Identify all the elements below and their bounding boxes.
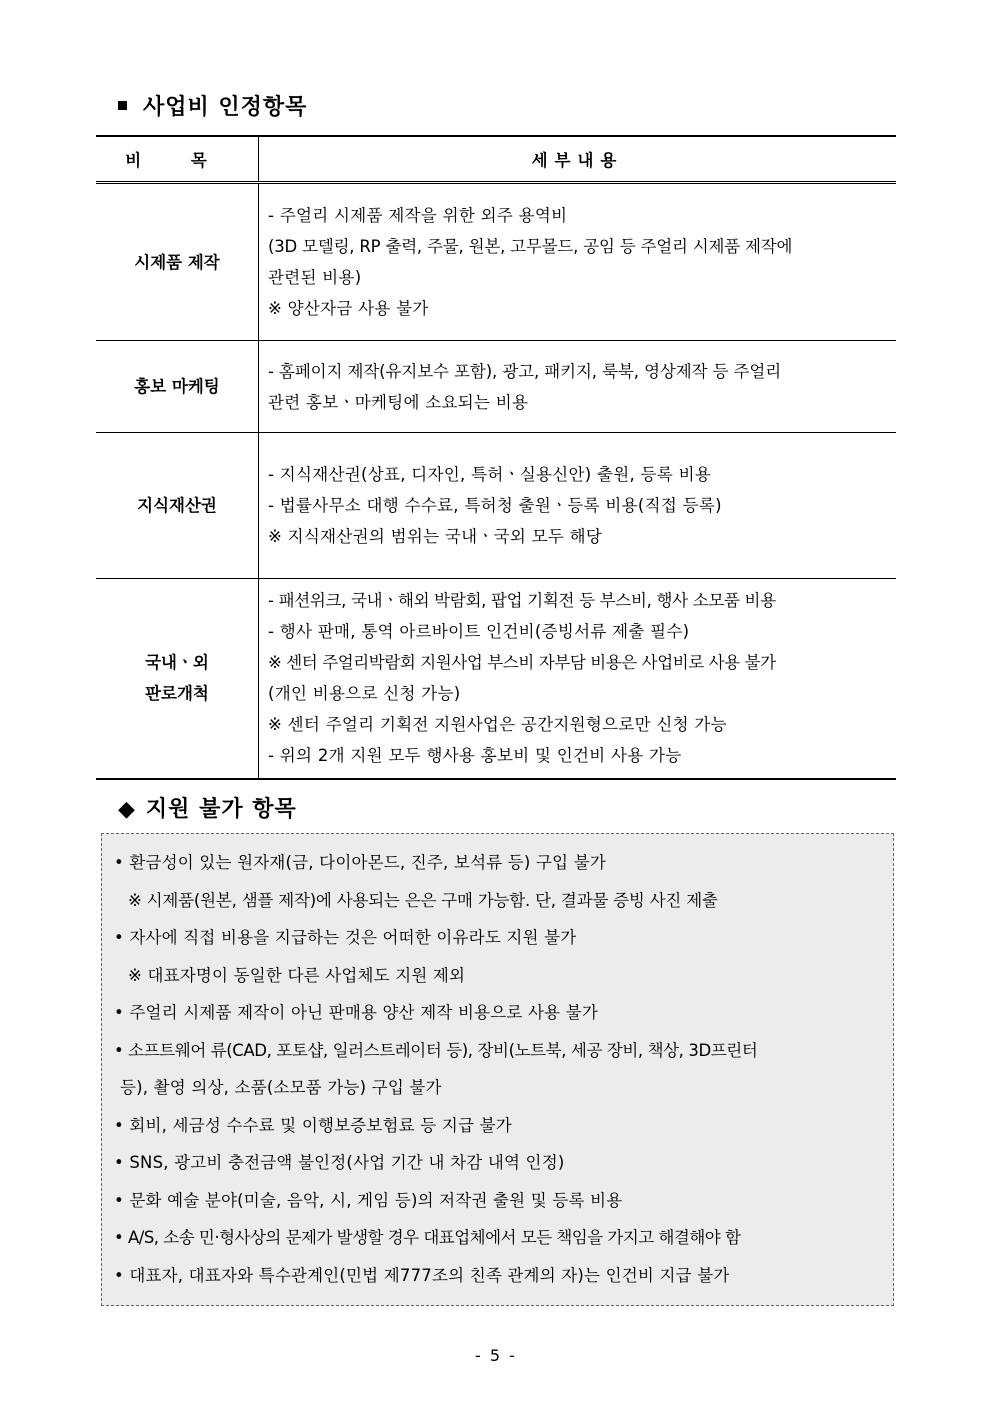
header-details: 세부내용 — [259, 136, 897, 183]
table-row — [96, 579, 896, 779]
page-number: - 5 - — [475, 1346, 517, 1365]
list-item-note: ※ 시제품(원본, 샘플 제작)에 사용되는 은은 구매 가능함. 단, 결과물 증빙 사진 제출 — [128, 890, 718, 910]
section-title: 사업비 인정항목 — [118, 90, 307, 121]
list-item: • 문화 예술 분야(미술, 음악, 시, 게임 등)의 저작권 출원 및 등록 비용 — [114, 1190, 623, 1210]
list-item-continuation: 등), 촬영 의상, 소품(소모품 가능) 구입 불가 — [120, 1078, 442, 1097]
row-category: 지식재산권 — [96, 433, 259, 579]
row-details: - 지식재산권(상표, 디자인, 특허ㆍ실용신안) 출원, 등록 비용 - 법률사무소 대행 수수료, 특허청 출원ㆍ등록 비용(직접 등록) ※ 지식재산권의 범위는 국내ㆍ국외 모두 해당 — [259, 433, 897, 579]
row-category: 국내ㆍ외 판로개척 — [96, 579, 259, 779]
header-category: 비 목 — [96, 136, 259, 183]
table-row — [96, 341, 896, 433]
diamond-bullet-icon: ◆ — [118, 797, 136, 822]
table-header-row — [96, 136, 896, 183]
list-item: • SNS, 광고비 충전금액 불인정(사업 기간 내 차감 내역 인정) — [114, 1153, 565, 1172]
table-row — [96, 183, 896, 341]
row-details: - 홈페이지 제작(유지보수 포함), 광고, 패키지, 룩북, 영상제작 등 주얼리 관련 홍보ㆍ마케팅에 소요되는 비용 — [259, 341, 897, 433]
row-category: 시제품 제작 — [96, 183, 259, 341]
list-item: • 회비, 세금성 수수료 및 이행보증보험료 등 지급 불가 — [114, 1115, 512, 1135]
row-details: - 패션위크, 국내ㆍ해외 박람회, 팝업 기획전 등 부스비, 행사 소모품 비용 - 행사 판매, 통역 아르바이트 인건비(증빙서류 제출 필수) ※ 센터 주얼리박람회 지원사업 부스비 자부담 비용은 사업비로 사용 불가 (개인 비용으로 신청 가능) ※ 센터 주얼리 기획전 지원사업은 공간지원형으로만 신청 가능 - 위의 2개 지원 모두 행사용 홍보비 및 인건비 사용 가능 — [259, 579, 897, 779]
square-bullet-icon — [118, 101, 127, 110]
list-item: • 소프트웨어 류(CAD, 포토샵, 일러스트레이터 등), 장비(노트북, 세공 장비, 책상, 3D프린터 — [114, 1040, 758, 1060]
list-item-note: ※ 대표자명이 동일한 다른 사업체도 지원 제외 — [128, 965, 466, 985]
list-item: • 자사에 직접 비용을 지급하는 것은 어떠한 이유라도 지원 불가 — [114, 928, 577, 947]
row-details: - 주얼리 시제품 제작을 위한 외주 용역비 (3D 모델링, RP 출력, 주물, 원본, 고무몰드, 공임 등 주얼리 시제품 제작에 관련된 비용) ※ 양산자금 사용 불가 — [259, 183, 897, 341]
list-item: • 주얼리 시제품 제작이 아닌 판매용 양산 제작 비용으로 사용 불가 — [114, 1003, 598, 1022]
unsupported-box — [101, 833, 894, 1306]
table-row — [96, 433, 896, 579]
list-item: • A/S, 소송 민·형사상의 문제가 발생할 경우 대표업체에서 모든 책임을 가지고 해결해야 함 — [114, 1228, 741, 1247]
unsupported-title: ◆ 지원 불가 항목 — [118, 796, 297, 822]
row-category: 홍보 마케팅 — [96, 341, 259, 433]
list-item: • 대표자, 대표자와 특수관계인(민법 제777조의 친족 관계의 자)는 인건비 지급 불가 — [114, 1265, 730, 1285]
list-item: • 환금성이 있는 원자재(금, 다이아몬드, 진주, 보석류 등) 구입 불가 — [114, 853, 607, 872]
cost-table — [96, 135, 896, 780]
